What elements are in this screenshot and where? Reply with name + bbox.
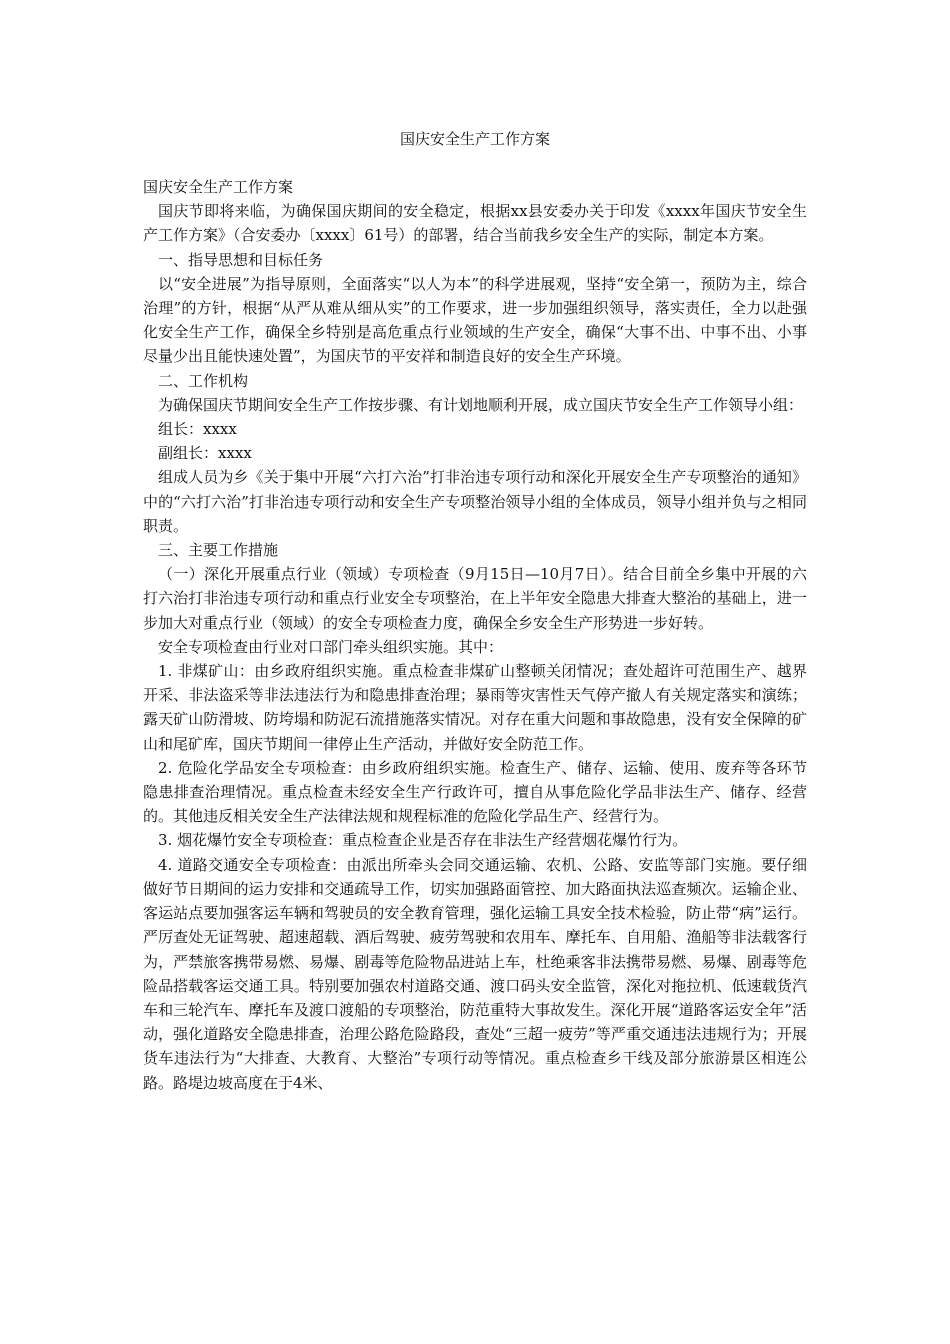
item-road-traffic: 4. 道路交通安全专项检查：由派出所牵头会同交通运输、农机、公路、安监等部门实施。要仔细做好节日期间的运力安排和交通疏导工作，切实加强路面管控、加大路面执法巡查频次。运输企业、客运站点要加强客运车辆和驾驶员的安全教育管理，强化运输工具安全技术检验，防止带“病”运行。严厉查处无证驾驶、超速超载、酒后驾驶、疲劳驾驶和农用车、摩托车、自用船、渔船等非法载客行为，严禁旅客携带易燃、易爆、剧毒等危险物品进站上车，杜绝乘客非法携带易燃、易爆、剧毒等危险品搭载客运交通工具。特别要加强农村道路交通、渡口码头安全监管，深化对拖拉机、低速载货汽车和三轮汽车、摩托车及渡口渡船的专项整治，防范重特大事故发生。深化开展“道路客运安全年”活动，强化道路安全隐患排查，治理公路危险路段，查处“三超一疲劳”等严重交通违法违规行为；开展货车违法行为“大排查、大教育、大整治”专项行动等情况。重点检查乡干线及部分旅游景区相连公路。路堤边坡高度在于4米、 <box>143 855 807 1092</box>
body-heading: 国庆安全生产工作方案 <box>143 178 294 196</box>
section-heading-3: 三、主要工作措施 <box>158 541 279 560</box>
guiding-ideology-paragraph: 以“安全进展”为指导原则，全面落实“以人为本”的科学进展观，坚持“安全第一，预防为主，综合治理”的方针，根据“从严从难从细从实”的工作要求，进一步加强组织领导，落实责任，全力以赴强化安全生产工作，确保全乡特别是高危重点行业领域的生产安全，确保“大事不出、中事不出、小事尽量少出且能快速处置”，为国庆节的平安祥和制造良好的安全生产环境。 <box>143 274 807 366</box>
intro-paragraph: 国庆节即将来临，为确保国庆期间的安全稳定，根据xx县安委办关于印发《xxxx年国庆节安全生产工作方案》（合安委办〔xxxx〕61号）的部署，结合当前我乡安全生产的实际，制定本方案。 <box>143 202 807 245</box>
item-non-coal-mines: 1. 非煤矿山：由乡政府组织实施。重点检查非煤矿山整顿关闭情况；查处超许可范围生产、越界开采、非法盗采等非法违法行为和隐患排查治理；暴雨等灾害性天气停产撤人有关规定落实和演练；露天矿山防滑坡、防垮塌和防泥石流措施落实情况。对存在重大问题和事故隐患，没有安全保障的矿山和尾矿库，国庆节期间一律停止生产活动，并做好安全防范工作。 <box>143 662 807 753</box>
item-hazardous-chemicals: 2. 危险化学品安全专项检查：由乡政府组织实施。检查生产、储存、运输、使用、废弃等各环节隐患排查治理情况。重点检查未经安全生产行政许可，擅自从事危险化学品非法生产、储存、经营的。其他违反相关安全生产法律法规和规程标准的危险化学品生产、经营行为。 <box>143 758 807 826</box>
members-paragraph: 组成人员为乡《关于集中开展“六打六治”打非治违专项行动和深化开展安全生产专项整治的通知》中的“六打六治”打非治违专项行动和安全生产专项整治领导小组的全体成员，领导小组并负与之相同职责。 <box>143 468 807 535</box>
section-heading-2: 二、工作机构 <box>158 371 249 390</box>
document-title: 国庆安全生产工作方案 <box>399 130 550 148</box>
item-fireworks: 3. 烟花爆竹安全专项检查：重点检查企业是否存在非法生产经营烟花爆竹行为。 <box>158 831 688 850</box>
inspection-intro-paragraph: 安全专项检查由行业对口部门牵头组织实施。其中： <box>158 637 504 656</box>
leader-line: 组长：xxxx <box>158 420 237 439</box>
deputy-leader-line: 副组长：xxxx <box>158 444 252 463</box>
organization-paragraph: 为确保国庆节期间安全生产工作按步骤、有计划地顺利开展，成立国庆节安全生产工作领导小组： <box>158 395 804 414</box>
measure-1-paragraph: （一）深化开展重点行业（领域）专项检查（9月15日—10月7日）。结合目前全乡集中开展的六打六治打非治违专项行动和重点行业安全专项整治，在上半年安全隐患大排查大整治的基础上，进一步加大对重点行业（领域）的安全专项检查力度，确保全乡安全生产形势进一步好转。 <box>143 565 807 632</box>
section-heading-1: 一、指导思想和目标任务 <box>158 250 324 269</box>
document-body <box>143 175 807 1095</box>
